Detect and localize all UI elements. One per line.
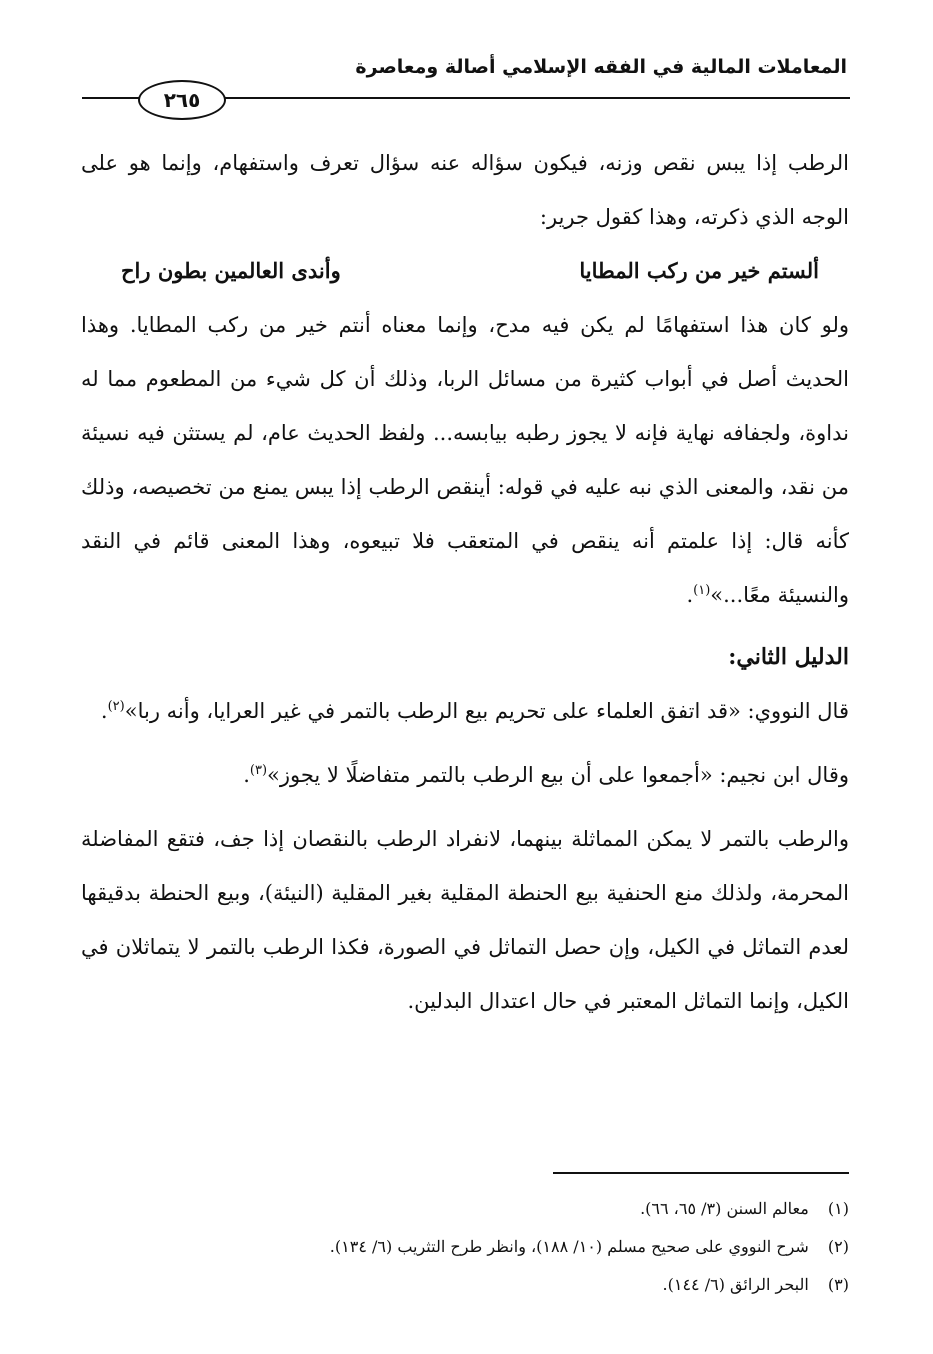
running-title: المعاملات المالية في الفقه الإسلامي أصالة ومعاصرة xyxy=(355,56,847,78)
verse-first-hemistich: ألستم خير من ركب المطايا xyxy=(579,258,819,283)
footnote-separator xyxy=(553,1172,849,1174)
section-heading: الدليل الثاني: xyxy=(728,644,849,670)
footnote-item xyxy=(81,1228,849,1266)
footnote-number: (٣) xyxy=(827,1275,849,1294)
paragraph-5: والرطب بالتمر لا يمكن المماثلة بينهما، لانفراد الرطب بالنقصان إذا جف، فتقع المفاضلة المحرمة، ولذلك منع الحنفية بيع الحنطة المقلية بغير المقلية (النيئة)، وبيع الحنطة بدقيقها لعدم التماثل في الكيل، وإن حصل التماثل في الصورة، فكذا الرطب بالتمر لا يتماثلان في الكيل، وإنما التماثل المعتبر في حال اعتدال البدلين. xyxy=(81,827,849,1013)
footnote-text: البحر الرائق (٦/ ١٤٤). xyxy=(662,1275,809,1294)
paragraph-2: ولو كان هذا استفهامًا لم يكن فيه مدح، وإنما معناه أنتم خير من ركب المطايا. وهذا الحديث أصل في أبواب كثيرة من مسائل الربا، وذلك أن كل شيء من المطعوم مما له نداوة، ولجفافه نهاية فإنه لا يجوز رطبه بيابسه... ولفظ الحديث عام، لم يستثن فيه نسيئة من نقد، والمعنى الذي نبه عليه في قوله: أينقص الرطب إذا يبس يمنع من تخصيصه، وذلك كأنه قال: إذا علمتم أنه ينقص في المتعقب فلا تبيعوه، وهذا المعنى قائم في النقد والنسيئة معًا...»$^{(١)}$. xyxy=(81,313,849,607)
paragraph-2-text: ولو كان هذا استفهامًا لم يكن فيه مدح، وإنما معناه أنتم خير من ركب المطايا. وهذا الحديث أصل في أبواب كثيرة من مسائل الربا، وذلك أن كل شيء من المطعوم مما له نداوة، ولجفافه نهاية فإنه لا يجوز رطبه بيابسه... ولفظ الحديث عام، لم يستثن فيه نسيئة من نقد، والمعنى الذي نبه عليه في قوله: أينقص الرطب إذا يبس يمنع من تخصيصه، وذلك كأنه قال: إذا علمتم أنه ينقص في المتعقب فلا تبيعوه، وهذا المعنى قائم في النقد والنسيئة معًا...» xyxy=(81,313,849,607)
main-text xyxy=(81,136,849,1028)
poetry-verse xyxy=(81,244,849,298)
paragraph-4-text: وقال ابن نجيم: «أجمعوا على أن بيع الرطب بالتمر متفاضلًا لا يجوز» xyxy=(267,763,849,787)
footnote-ref-2[interactable]: (٢) xyxy=(107,699,125,714)
footnote-number: (٢) xyxy=(827,1237,849,1256)
footnote-text: شرح النووي على صحيح مسلم (١٠/ ١٨٨)، وانظر طرح التثريب (٦/ ١٣٤). xyxy=(329,1237,809,1256)
footnote-number: (١) xyxy=(827,1199,849,1218)
footnotes-list xyxy=(81,1190,849,1304)
page-number: ٢٦٥ xyxy=(163,88,201,112)
paragraph-1: الرطب إذا يبس نقص وزنه، فيكون سؤاله عنه سؤال تعرف واستفهام، وإنما هو على الوجه الذي ذكرته، وهذا كقول جرير: xyxy=(81,151,849,229)
paragraph-4: وقال ابن نجيم: «أجمعوا على أن بيع الرطب بالتمر متفاضلًا لا يجوز»$^{(٣)}$. xyxy=(243,763,849,787)
footnote-ref-1[interactable]: (١) xyxy=(693,583,711,598)
page-number-badge xyxy=(138,80,226,120)
verse-second-hemistich: وأندى العالمين بطون راح xyxy=(121,258,341,283)
paragraph-3: قال النووي: «قد اتفق العلماء على تحريم بيع الرطب بالتمر في غير العرايا، وأنه ربا»$^{(٢)}$. xyxy=(100,699,849,723)
paragraph-3-text: قال النووي: «قد اتفق العلماء على تحريم بيع الرطب بالتمر في غير العرايا، وأنه ربا» xyxy=(124,699,849,723)
footnote-ref-3[interactable]: (٣) xyxy=(249,763,268,778)
footnote-text: معالم السنن (٣/ ٦٥، ٦٦). xyxy=(640,1199,809,1218)
footnote-item xyxy=(81,1190,849,1228)
footnote-item xyxy=(81,1266,849,1304)
